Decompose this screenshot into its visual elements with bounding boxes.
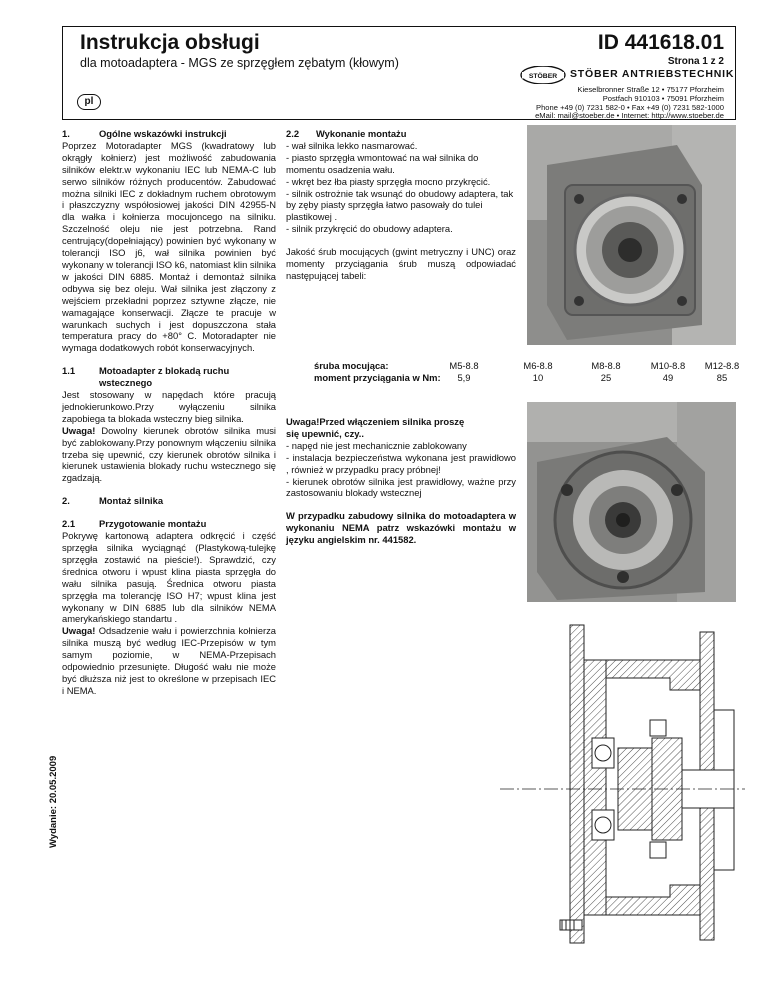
nema-note: W przypadku zabudowy silnika do motoadaptera w wykonaniu NEMA patrz wskazówki montażu w języku angielskim nr. 441582. [286, 510, 516, 546]
table-cell-torque: 5,9 [457, 372, 471, 383]
table-row-label-screw: śruba mocująca: [314, 360, 389, 371]
adapter-photo-round-flange [527, 402, 736, 602]
phone-line: Phone +49 (0) 7231 582-0 • Fax +49 (0) 7231 582-1000 [536, 103, 724, 112]
adapter-photo-square-flange [527, 125, 736, 345]
page-number: Strona 1 z 2 [667, 56, 724, 67]
document-subtitle: dla motoadaptera - MGS ze sprzęgłem zębatym (kłowym) [80, 56, 399, 70]
table-cell-torque: 10 [532, 372, 544, 383]
warning-line: - napęd nie jest mechanicznie zablokowany [286, 439, 467, 451]
section-1-1-warning: Uwaga! Dowolny kierunek obrotów silnika musi być zablokowany.Przy ponownym włączeniu silnika trzeba się upewnić, czy kierunek obrotów silnika i kierunek ustawienia blokady ruchu wstecznego się zgadzają. [62, 424, 276, 484]
section-1-body: Poprzez Motoradapter MGS (kwadratowy lub okrągły kołnierz) jest możliwość zabudowania silników elektr.w wykonaniu IEC lub NEMA-C lub serwo silników różnych producentów. Zabudować można silniki IEC z dokładnym ruchem obrotowym i płaszczyzny współosiowej jakości DIN 42955-N dla wałka i kołnierza mocujoncego na silniku. Szczelność oleju nie jest potrzebna. Rand centrujący(dopełniający) powinien być wykonany w tolerancji ISO j6, wał silnika powinien być wykonany w tolerancji ISO k6, natomiast klin silnika w jakości DIN 6885. Montaż i demontaż silnika odbywa się bez oleju. Wał silnika jest złączony z wejściem przekładni poprzez sztywne złącze, nie wamagające konserwacji. Złącze te pracuje w warunkach suchych i jest dopuszczona stała temperatura pracy do +80° C. Motoradapter nie wymaga dodatkowych robót konserwacyjnych. [62, 139, 276, 354]
warning-block [286, 416, 516, 546]
table-cell-torque: 25 [600, 372, 612, 383]
step-line: - silnik ostrożnie tak wsunąć do obudowy adaptera, tak by zęby piasty sprzęgła łatwo pasowały do tulei plastikowej . [286, 187, 514, 223]
step-line: - piasto sprzęgła wmontować na wał silnika do momentu osadzenia wału. [286, 151, 479, 175]
section-2-2-heading: 2.2 Wykonanie montażu [286, 128, 407, 139]
warning-line: - instalacja bezpieczeństwa wykonana jest prawidłowo , również w przypadku pracy próbnej! [286, 451, 516, 475]
section-2-1-body: Pokrywę kartonową adaptera odkręcić i część sprzęgła silnika wyciągnąć (Plastykową-tulejkę sprzęgła zostawić na pieście!). Sprawdzić, czy średnica otworu i wpust klina piasta sprzęgła do wału silnika pasują. Średnica otworu piasta sprzęgła ma tolerancję ISO H7; wpust klina jest wykonany w DIN 6885 lub dla silników NEMA amerykańskiego standartu . [62, 530, 276, 625]
edition-date: Wydanie: 20.05.2009 [48, 755, 59, 848]
section-1-1-heading: 1.1 Motoadapter z blokadą ruchu [62, 365, 230, 377]
left-column [62, 128, 276, 697]
stober-logo [519, 66, 567, 84]
section-1-heading: 1. Ogólne wskazówki instrukcji [62, 128, 227, 139]
table-row-label-torque: moment przyciągania w Nm: [314, 372, 441, 383]
address-line: Kieselbronner Straße 12 • 75177 Pforzheim [577, 85, 724, 94]
table-cell-size: M5-8.8 [449, 360, 479, 371]
cross-section-drawing [500, 620, 745, 960]
language-badge: pl [77, 94, 101, 110]
section-2-heading: 2. Montaż silnika [62, 495, 164, 507]
section-2-1-heading: 2.1 Przygotowanie montażu [62, 518, 207, 530]
logo-text: STÖBER [528, 72, 558, 80]
warning-title-cont: się upewnić, czy.. [286, 427, 364, 439]
document-id: ID 441618.01 [597, 31, 724, 54]
step-line: - wał silnika lekko nasmarować. [286, 139, 418, 151]
email-line: eMail: mail@stoeber.de • Internet: http://www.stoeber.de [535, 111, 724, 120]
section-2-1-warning: Uwaga! Odsadzenie wału i powierzchnia kołnierza silnika muszą być według IEC-Przepisów w tym samym poziomie, w NEMA-Przepisach odpowiednio przesunięte. Długość wału nie może być dłuższa niż jest to określone w przepisach IEC i NEMA. [62, 625, 276, 696]
warning-title: Uwaga!Przed włączeniem silnika proszę [286, 416, 465, 427]
section-1-1-heading-cont: wstecznego [99, 377, 153, 389]
postal-line: Postfach 910103 • 75091 Pforzheim [602, 94, 724, 103]
step-line: - silnik przykręcić do obudowy adaptera. [286, 223, 453, 235]
section-1-1-body: Jest stosowany w napędach które pracują jednokierunkowo.Przy wyłączeniu silnika zapobiega ta blokada wsteczny bieg silnika. [62, 389, 276, 424]
table-cell-size: M12-8.8 [704, 360, 740, 371]
warning-line: - kierunek obrotów silnika jest prawidłowy, ważne przy zastosowaniu blokady wstecznej [286, 475, 516, 499]
table-cell-torque: 49 [662, 372, 674, 383]
table-cell-torque: 85 [716, 372, 728, 383]
table-cell-size: M6-8.8 [523, 360, 553, 371]
table-cell-size: M10-8.8 [650, 360, 686, 371]
middle-column [286, 128, 516, 282]
document-title: Instrukcja obsługi [80, 31, 260, 54]
step-line: - wkręt bez łba piasty sprzęgła mocno przykręcić. [286, 175, 491, 187]
table-cell-size: M8-8.8 [591, 360, 621, 371]
company-name: STÖBER ANTRIEBSTECHNIK [570, 68, 735, 80]
screws-intro: Jakość śrub mocujących (gwint metryczny i UNC) oraz momenty przyciągania śrub muszą odpowiadać następującej tabeli: [286, 246, 516, 281]
